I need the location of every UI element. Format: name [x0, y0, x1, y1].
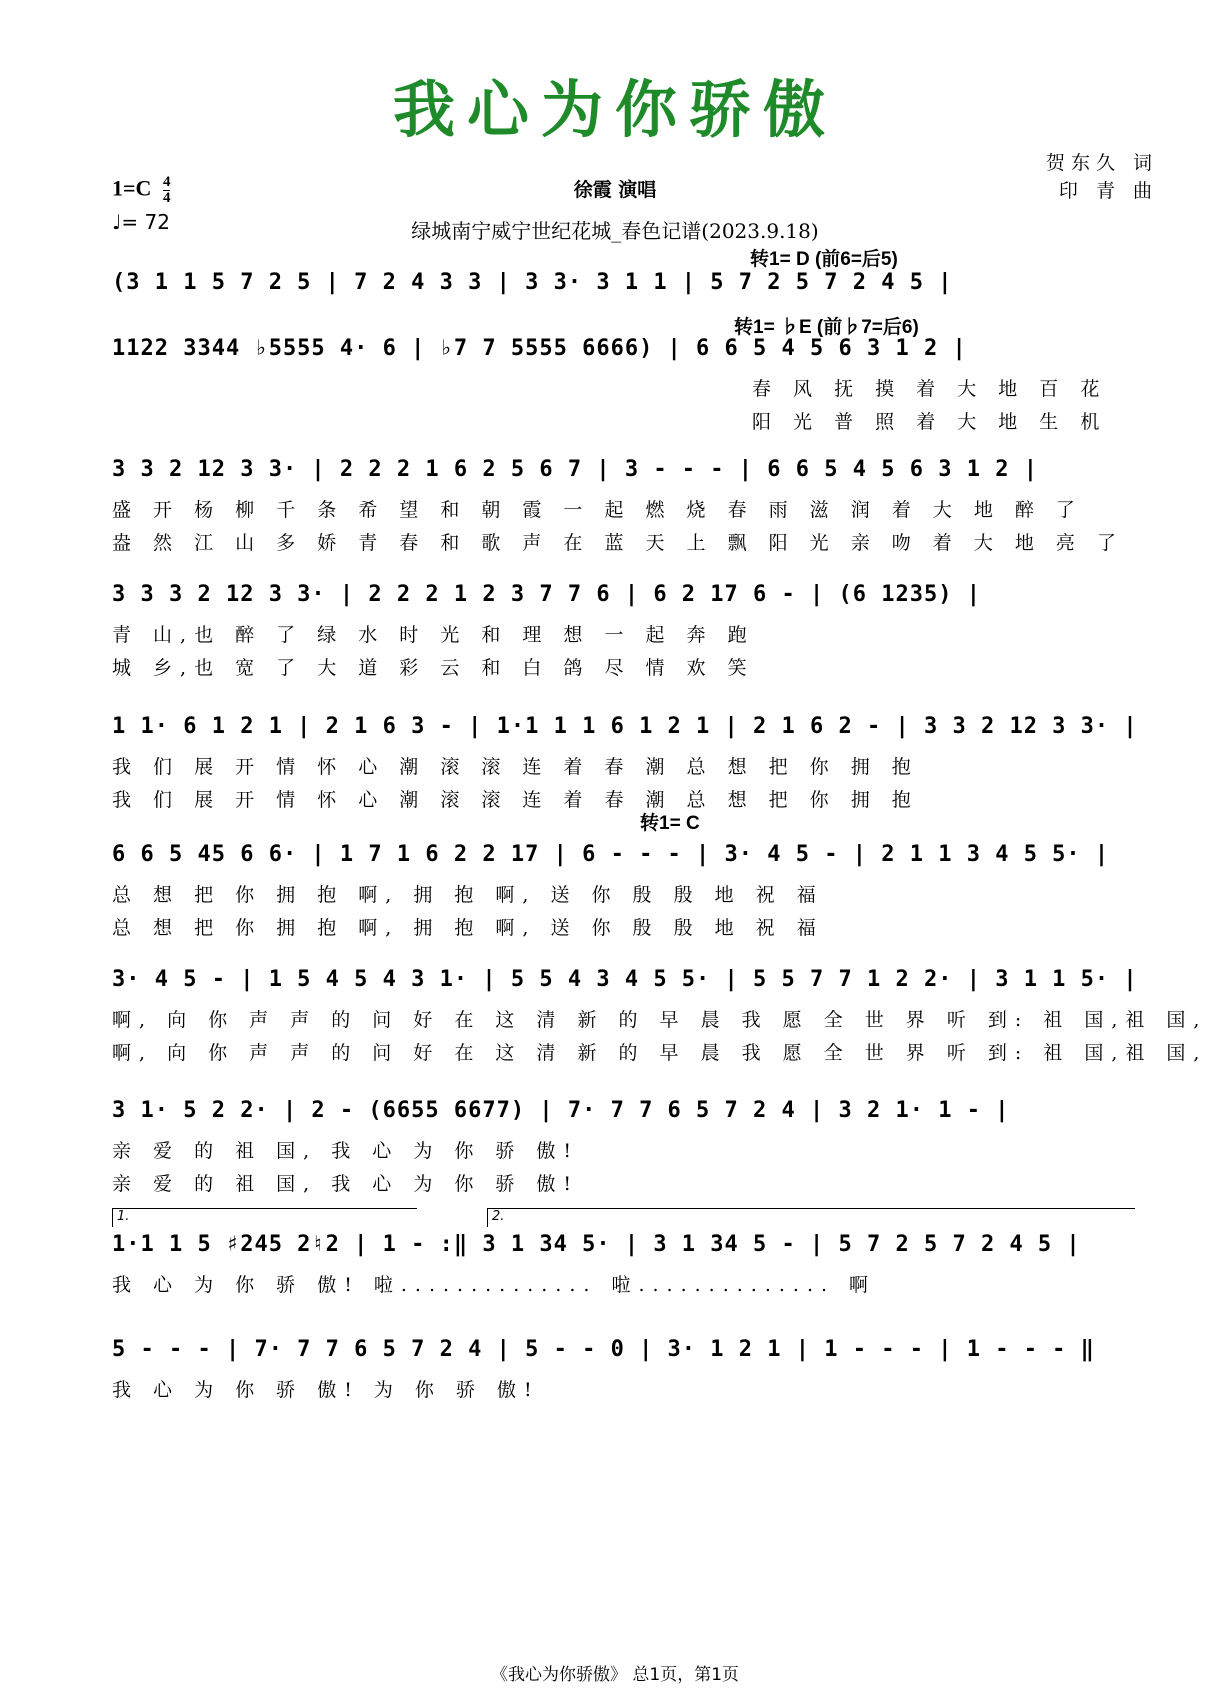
lyric-line-1: 青 山,也 醉 了 绿 水 时 光 和 理 想 一 起 奔 跑 — [112, 624, 755, 646]
notation-text: 1·1 1 5 ♯245 2♮2 | 1 - :‖ 3 1 34 5· | 3 1 34 5 - | 5 7 2 5 7 2 4 5 | — [112, 1232, 1081, 1257]
notation-text: 5 - - - | 7· 7 7 6 5 7 2 4 | 5 - - 0 | 3· 1 2 1 | 1 - - - | 1 - - - ‖ — [112, 1337, 1095, 1362]
score-system-3 — [112, 455, 1130, 555]
score-system-4 — [112, 580, 1130, 680]
time-signature-bottom: 4 — [162, 190, 171, 206]
music-line — [112, 580, 1130, 614]
lyric-line-2: 城 乡,也 宽 了 大 道 彩 云 和 白 鸽 尽 情 欢 笑 — [112, 657, 755, 679]
lyric-line-2: 总 想 把 你 拥 抱 啊, 拥 抱 啊, 送 你 殷 殷 地 祝 福 — [112, 917, 824, 939]
music-line — [112, 1230, 1130, 1264]
lyric-line-1: 我 心 为 你 骄 傲! 为 你 骄 傲! — [112, 1379, 540, 1401]
score-system-7 — [112, 965, 1208, 1065]
notation-text: 3 3 2 12 3 3· | 2 2 2 1 6 2 5 6 7 | 3 - - - | 6 6 5 4 5 6 3 1 2 | — [112, 457, 1038, 482]
notation-text: 3 3 3 2 12 3 3· | 2 2 2 1 2 3 7 7 6 | 6 2 17 6 - | (6 1235) | — [112, 582, 981, 607]
key-label: 1=C — [112, 175, 152, 201]
lyric-line-1: 春 风 抚 摸 着 大 地 百 花 — [752, 378, 1108, 400]
notation-text: 1 1· 6 1 2 1 | 2 1 6 3 - | 1·1 1 1 6 1 2 1 | 2 1 6 2 - | 3 3 2 12 3 3· | — [112, 714, 1138, 739]
modulation-d: 转1= D (前6=后5) — [750, 249, 898, 270]
lyric-line-1: 盛 开 杨 柳 千 条 希 望 和 朝 霞 一 起 燃 烧 春 雨 滋 润 着 大 地 醉 了 — [112, 499, 1083, 521]
notation-credit: 绿城南宁威宁世纪花城_春色记谱(2023.9.18) — [411, 219, 819, 243]
score-system-5 — [112, 712, 1138, 812]
music-line — [112, 334, 1130, 368]
lyric-line-1: 我 心 为 你 骄 傲! 啦.............. 啦.............. 啊 — [112, 1274, 877, 1296]
song-title: 我心为你骄傲 — [392, 73, 837, 146]
music-line — [112, 455, 1130, 489]
score-system-1 — [112, 268, 1130, 308]
lyric-line-2: 我 们 展 开 情 怀 心 潮 滚 滚 连 着 春 潮 总 想 把 你 拥 抱 — [112, 789, 919, 811]
music-line — [112, 268, 1130, 302]
score-system-10 — [112, 1335, 1130, 1402]
music-line — [112, 840, 1130, 874]
modulation-c: 转1= C — [640, 813, 700, 834]
score-system-8 — [112, 1096, 1130, 1196]
composer-credit: 印 青 曲 — [1058, 180, 1158, 202]
volta-second-ending: 2. — [487, 1208, 1135, 1227]
music-line — [112, 965, 1138, 999]
lyric-line-1: 我 们 展 开 情 怀 心 潮 滚 滚 连 着 春 潮 总 想 把 你 拥 抱 — [112, 756, 919, 778]
lyric-line-2: 啊, 向 你 声 声 的 问 好 在 这 清 新 的 早 晨 我 愿 全 世 界 听 到: 祖 国,祖 国, — [112, 1042, 1208, 1064]
page-footer: 《我心为你骄傲》 总1页，第1页 — [490, 1665, 740, 1685]
lyric-line-1: 总 想 把 你 拥 抱 啊, 拥 抱 啊, 送 你 殷 殷 地 祝 福 — [112, 884, 824, 906]
notation-text: 3 1· 5 2 2· | 2 - (6655 6677) | 7· 7 7 6 5 7 2 4 | 3 2 1· 1 - | — [112, 1098, 1010, 1123]
time-signature-top: 4 — [162, 174, 171, 190]
music-line — [112, 1096, 1130, 1130]
singer-credit: 徐霞 演唱 — [573, 179, 657, 201]
lyric-line-1: 啊, 向 你 声 声 的 问 好 在 这 清 新 的 早 晨 我 愿 全 世 界 听 到: 祖 国,祖 国, — [112, 1009, 1208, 1031]
score-system-2 — [112, 334, 1130, 434]
notation-text: (3 1 1 5 7 2 5 | 7 2 4 3 3 | 3 3· 3 1 1 | 5 7 2 5 7 2 4 5 | — [112, 270, 953, 295]
lyric-line-1: 亲 爱 的 祖 国, 我 心 为 你 骄 傲! — [112, 1140, 580, 1162]
music-line — [112, 712, 1138, 746]
score-system-9 — [112, 1208, 1130, 1297]
music-line — [112, 1335, 1130, 1369]
lyric-line-2: 盎 然 江 山 多 娇 青 春 和 歌 声 在 蓝 天 上 飘 阳 光 亲 吻 着 大 地 亮 了 — [112, 532, 1124, 554]
tempo-marking: ♩= 72 — [112, 210, 170, 234]
modulation-e-flat: 转1= ♭E (前♭7=后6) — [734, 317, 919, 338]
volta-first-ending: 1. — [112, 1208, 417, 1227]
score-system-6 — [112, 840, 1130, 940]
lyricist-credit: 贺东久 词 — [1045, 152, 1158, 174]
lyric-line-2: 亲 爱 的 祖 国, 我 心 为 你 骄 傲! — [112, 1173, 580, 1195]
notation-text: 1122 3344 ♭5555 4· 6 | ♭7 7 5555 6666) | 6 6 5 4 5 6 3 1 2 | — [112, 336, 967, 361]
notation-text: 3· 4 5 - | 1 5 4 5 4 3 1· | 5 5 4 3 4 5 5· | 5 5 7 7 1 2 2· | 3 1 1 5· | — [112, 967, 1138, 992]
notation-text: 6 6 5 45 6 6· | 1 7 1 6 2 2 17 | 6 - - - | 3· 4 5 - | 2 1 1 3 4 5 5· | — [112, 842, 1110, 867]
lyric-line-2: 阳 光 普 照 着 大 地 生 机 — [752, 411, 1108, 433]
